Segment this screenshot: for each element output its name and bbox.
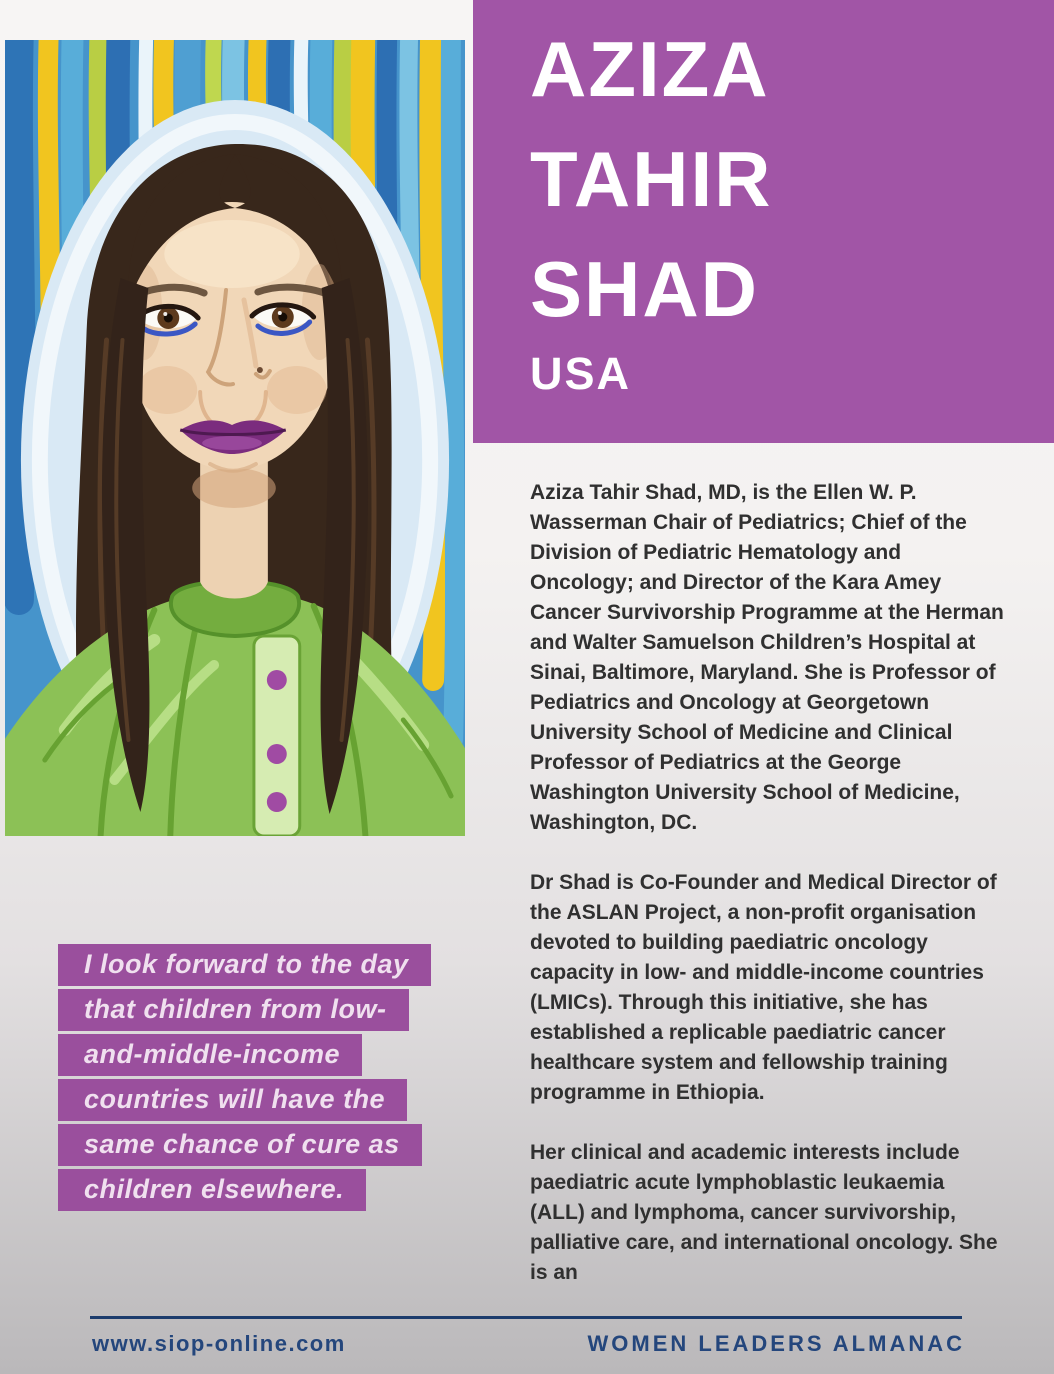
quote-line-1: I look forward to the day [58, 944, 431, 986]
quote-line-4: countries will have the [58, 1079, 407, 1121]
footer-publication-title: WOMEN LEADERS ALMANAC [587, 1331, 965, 1356]
portrait-svg [5, 40, 465, 836]
portrait-illustration [5, 40, 465, 836]
quote-line-3: and-middle-income [58, 1034, 362, 1076]
bio-section [530, 478, 1004, 1318]
pull-quote [58, 944, 478, 1214]
bio-paragraph-1: Aziza Tahir Shad, MD, is the Ellen W. P. Wasserman Chair of Pediatrics; Chief of the Division of Pediatric Hematology and Oncology; and Director of the Kara Amey Cancer Survivorship Programme at the Herman and Walter Samuelson Children’s Hospital at Sinai, Baltimore, Maryland. She is Professor of Pediatrics and Oncology at Georgetown University School of Medicine and Clinical Professor of Pediatrics at the George Washington University School of Medicine, Washington, DC. [530, 481, 1004, 834]
profile-name-line-3: SHAD [530, 245, 760, 333]
quote-line-5: same chance of cure as [58, 1124, 422, 1166]
profile-name-line-1: AZIZA [530, 25, 770, 113]
footer-divider [90, 1316, 962, 1319]
profile-country: USA [530, 348, 632, 399]
bio-paragraph-2: Dr Shad is Co-Founder and Medical Director of the ASLAN Project, a non-profit organisation devoted to building paediatric oncology capacity in low- and middle-income countries (LMICs). Through this initiative, she has established a replicable paediatric cancer healthcare system and fellowship training programme in Ethiopia. [530, 871, 997, 1104]
profile-name-line-2: TAHIR [530, 135, 773, 223]
footer-website-link[interactable]: www.siop-online.com [92, 1331, 346, 1356]
quote-line-6: children elsewhere. [58, 1169, 366, 1211]
bio-paragraph-3: Her clinical and academic interests include paediatric acute lymphoblastic leukaemia (ALL) and lymphoma, cancer survivorship, palliative care, and international oncology. She is an [530, 1141, 998, 1284]
quote-line-2: that children from low- [58, 989, 409, 1031]
profile-header [473, 0, 1054, 443]
